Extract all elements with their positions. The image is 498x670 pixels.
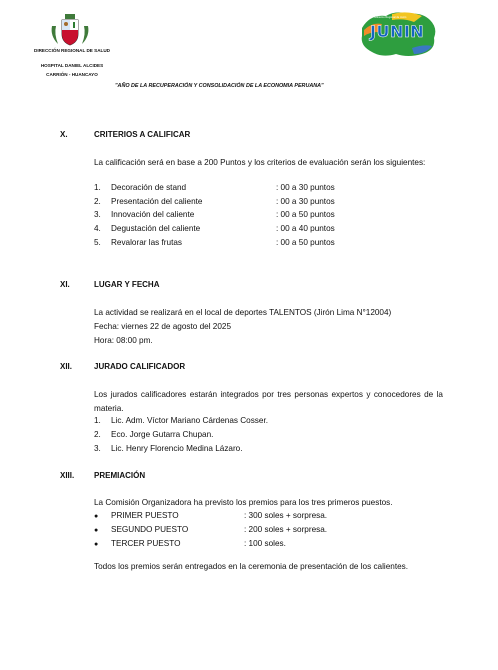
juror-item (94, 444, 243, 453)
juror-number: 3. (94, 444, 101, 453)
prize-item (94, 511, 328, 520)
juror-item (94, 416, 268, 425)
juror-name: Lic. Adm. Víctor Mariano Cárdenas Cosser. (111, 416, 268, 425)
prize-label: TERCER PUESTO (111, 539, 181, 548)
juror-item (94, 430, 213, 439)
section-xi-title: LUGAR Y FECHA (94, 280, 160, 289)
section-xiii-intro: La Comisión Organizadora ha previsto los premios para los tres primeros puestos. (94, 498, 393, 507)
section-x-title: CRITERIOS A CALIFICAR (94, 130, 191, 139)
criterion-value: : 00 a 50 puntos (276, 210, 335, 219)
direction-name: DIRECCIÓN REGIONAL DE SALUD (34, 48, 110, 53)
peru-coat-of-arms-logo (48, 12, 92, 48)
prize-value: : 200 soles + sorpresa. (244, 525, 328, 534)
criterion-value: : 00 a 30 puntos (276, 183, 335, 192)
section-xiii-closing: Todos los premios serán entregados en la ceremonia de presentación de los calientes. (94, 562, 409, 571)
section-xii-intro: Los jurados calificadores estarán integrados por tres personas expertos y conocedores de la materia. (94, 390, 443, 413)
criterion-value: : 00 a 30 puntos (276, 197, 335, 206)
prize-item (94, 539, 286, 548)
criterion-label: Degustación del caliente (111, 224, 201, 233)
juror-name: Lic. Henry Florencio Medina Lázaro. (111, 444, 243, 453)
criterion-row (94, 238, 354, 247)
criterion-label: Revalorar las frutas (111, 238, 182, 247)
section-xi-number: XI. (60, 280, 70, 289)
time-line: Hora: 08:00 pm. (94, 336, 153, 345)
bullet-icon: ● (94, 527, 99, 534)
section-x-number: X. (60, 130, 68, 139)
junin-region-logo (352, 8, 442, 60)
criterion-row (94, 183, 354, 192)
venue-line: La actividad se realizará en el local de deportes TALENTOS (Jirón Lima N°12004) (94, 308, 392, 317)
prize-label: PRIMER PUESTO (111, 511, 179, 520)
hospital-name-line1: HOSPITAL DANIEL ALCIDES (40, 63, 104, 68)
bullet-icon: ● (94, 541, 99, 548)
bullet-icon: ● (94, 513, 99, 520)
section-xiii-title: PREMIACIÓN (94, 471, 146, 480)
region-slogan: Gobierno Regional de Junín (374, 16, 407, 19)
year-motto: "AÑO DE LA RECUPERACIÓN Y CONSOLIDACIÓN DE LA ECONOMIA PERUANA" (115, 83, 324, 89)
criterion-row (94, 224, 354, 233)
criterion-row (94, 197, 354, 206)
criterion-value: : 00 a 40 puntos (276, 224, 335, 233)
prize-value: : 300 soles + sorpresa. (244, 511, 328, 520)
section-xii-number: XII. (60, 362, 73, 371)
region-logo-text: JUNIN (370, 22, 425, 41)
juror-number: 1. (94, 416, 101, 425)
date-line: Fecha: viernes 22 de agosto del 2025 (94, 322, 232, 331)
prize-item (94, 525, 328, 534)
section-xii-title: JURADO CALIFICADOR (94, 362, 186, 371)
criterion-label: Innovación del caliente (111, 210, 195, 219)
criterion-number: 4. (94, 224, 101, 233)
criterion-number: 1. (94, 183, 101, 192)
prize-label: SEGUNDO PUESTO (111, 525, 189, 534)
criterion-number: 5. (94, 238, 101, 247)
criterion-label: Presentación del caliente (111, 197, 203, 206)
criterion-row (94, 210, 354, 219)
prize-value: : 100 soles. (244, 539, 286, 548)
section-xiii-number: XIII. (60, 471, 75, 480)
criterion-number: 3. (94, 210, 101, 219)
criterion-number: 2. (94, 197, 101, 206)
hospital-name-line2: CARRIÓN - HUANCAYO (46, 72, 98, 77)
section-x-intro: La calificación será en base a 200 Puntos y los criterios de evaluación serán los siguientes: (94, 158, 426, 167)
criterion-value: : 00 a 50 puntos (276, 238, 335, 247)
juror-name: Eco. Jorge Gutarra Chupan. (111, 430, 214, 439)
juror-number: 2. (94, 430, 101, 439)
criterion-label: Decoración de stand (111, 183, 187, 192)
